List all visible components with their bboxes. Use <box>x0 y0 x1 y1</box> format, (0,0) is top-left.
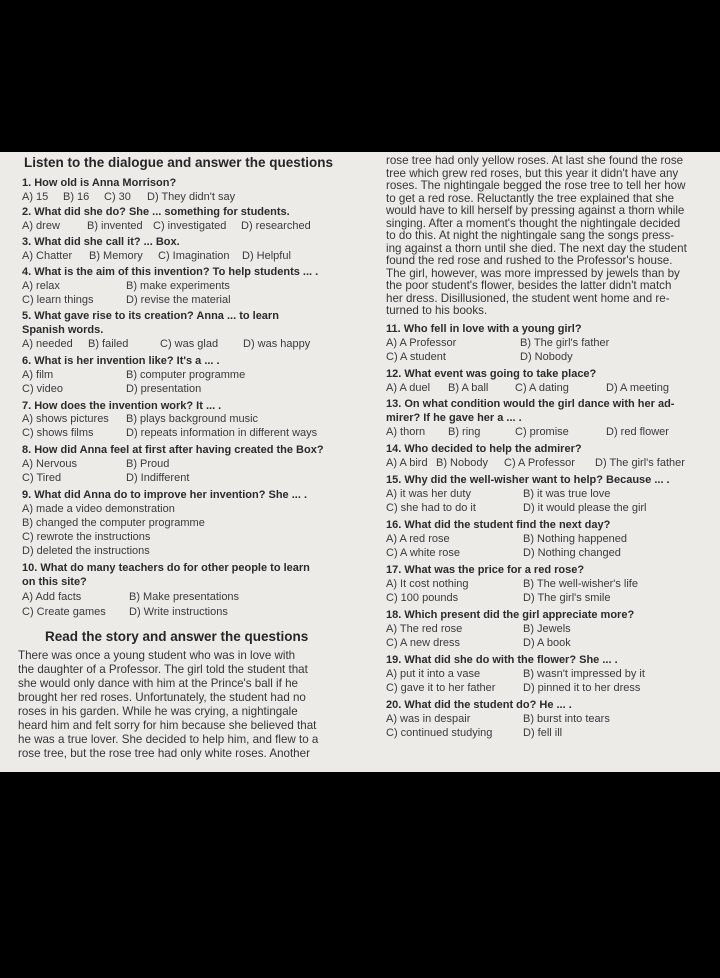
option: C) 100 pounds <box>386 592 459 604</box>
option: C) A student <box>386 351 446 363</box>
option: D) Indifferent <box>126 472 190 484</box>
question-2: 2. What did she do? She ... something for students. <box>22 206 290 218</box>
option: D) The girl's father <box>595 457 685 469</box>
question-10: 10. What do many teachers do for other people to learn <box>22 562 310 574</box>
option: B) computer programme <box>126 369 246 381</box>
story-line: There was once a young student who was in love with <box>18 649 296 662</box>
option: B) The girl's father <box>520 337 610 349</box>
option: D) fell ill <box>523 727 563 739</box>
option: D) Nothing changed <box>523 547 621 559</box>
story-line: the poor student's flower, besides the latter didn't match <box>386 279 672 292</box>
option: B) plays background music <box>126 413 259 425</box>
option: D) researched <box>241 220 311 232</box>
option: C) Create games <box>22 606 106 618</box>
option: A) made a video demonstration <box>22 503 175 515</box>
option: B) wasn't impressed by it <box>523 668 645 680</box>
story-line: singing. After a moment's thought the nightingale decided <box>386 216 681 230</box>
story-line: rose tree had only yellow roses. At last she found the rose <box>386 154 684 167</box>
option: A) needed <box>22 338 73 350</box>
question-8: 8. How did Anna feel at first after having created the Box? <box>22 444 324 456</box>
option: C) gave it to her father <box>386 682 496 694</box>
story-line: found the red rose and rushed to the Professor's house. <box>386 254 673 267</box>
option: D) They didn't say <box>147 191 236 203</box>
option: D) red flower <box>606 426 669 438</box>
question-14: 14. Who decided to help the admirer? <box>386 443 582 455</box>
option: B) The well-wisher's life <box>523 578 638 590</box>
question-6: 6. What is her invention like? It's a ... . <box>22 355 220 367</box>
story-line: ing against a thorn until she died. The next day the student <box>386 241 687 255</box>
test-sheet <box>0 152 720 772</box>
option: B) make experiments <box>126 280 230 292</box>
story-line: he was a true lover. She decided to help him, and flew to a <box>18 733 319 746</box>
option: A) Chatter <box>22 250 73 262</box>
question-13: 13. On what condition would the girl dance with her ad- <box>386 398 675 410</box>
story-line: turned to his books. <box>386 304 488 317</box>
story-line: heard him and felt sorry for him because she believed that <box>18 719 317 732</box>
option: C) continued studying <box>386 727 493 739</box>
option: A) Nervous <box>22 458 78 470</box>
option: B) 16 <box>63 191 90 203</box>
reading-heading: Read the story and answer the questions <box>45 629 309 644</box>
option: A) it was her duty <box>386 488 471 500</box>
option: D) presentation <box>126 383 202 395</box>
story-line: would have to kill herself by pressing against a thorn while <box>386 204 685 217</box>
option: A) A bird <box>386 457 428 469</box>
question-9: 9. What did Anna do to improve her invention? She ... . <box>22 489 307 501</box>
option: D) Helpful <box>242 250 291 262</box>
question-1: 1. How old is Anna Morrison? <box>22 177 177 189</box>
question-18: 18. Which present did the girl appreciate more? <box>386 609 635 621</box>
question-12: 12. What event was going to take place? <box>386 368 597 380</box>
option: B) Proud <box>126 458 170 470</box>
option: B) Nobody <box>436 457 488 469</box>
question-10-cont: on this site? <box>22 576 87 588</box>
option: A) A duel <box>386 382 431 394</box>
story-line: brought her red roses. Unfortunately, the student had no <box>18 691 306 704</box>
listening-heading: Listen to the dialogue and answer the questions <box>24 155 334 170</box>
option: C) promise <box>515 426 569 438</box>
option: D) The girl's smile <box>523 592 611 604</box>
option: A) drew <box>22 220 60 232</box>
option: C) she had to do it <box>386 502 476 514</box>
option: D) A meeting <box>606 382 669 394</box>
story-line: her dress. Disillusioned, the student went home and re- <box>386 291 670 305</box>
story-line: roses in his garden. While he was crying, a nightingale <box>18 705 298 718</box>
option: B) invented <box>87 220 143 232</box>
option: A) It cost nothing <box>386 578 469 590</box>
option: A) film <box>22 369 54 381</box>
option: D) deleted the instructions <box>22 545 150 557</box>
option: D) it would please the girl <box>523 502 647 514</box>
option: C) Imagination <box>158 250 230 262</box>
option: C) investigated <box>153 220 227 232</box>
story-line: the daughter of a Professor. The girl told the student that <box>18 663 308 676</box>
story-line: tree which grew red roses, but this year it didn't have any <box>386 166 679 180</box>
question-11: 11. Who fell in love with a young girl? <box>386 323 582 335</box>
option: B) Memory <box>89 250 143 262</box>
story-line: roses. The nightingale begged the rose tree to tell her how <box>386 179 686 192</box>
option: B) Jewels <box>523 623 571 635</box>
question-15: 15. Why did the well-wisher want to help? Because ... . <box>386 474 670 486</box>
option: D) was happy <box>243 338 311 350</box>
option: A) The red rose <box>386 623 463 635</box>
option: D) repeats information in different ways <box>126 427 318 439</box>
option: A) shows pictures <box>22 413 109 425</box>
option: B) it was true love <box>523 488 611 500</box>
option: A) was in despair <box>386 713 471 725</box>
option: A) relax <box>22 280 60 292</box>
option: B) burst into tears <box>523 713 610 725</box>
option: A) 15 <box>22 191 49 203</box>
option: A) put it into a vase <box>386 668 481 680</box>
story-line: to get a red rose. Reluctantly the tree explained that she <box>386 191 675 205</box>
question-4: 4. What is the aim of this invention? To help students ... . <box>22 266 319 278</box>
question-16: 16. What did the student find the next day? <box>386 519 611 531</box>
option: C) 30 <box>104 191 131 203</box>
option: B) Nothing happened <box>523 533 627 545</box>
option: B) failed <box>88 338 129 350</box>
option: B) Make presentations <box>129 591 240 603</box>
option: C) Tired <box>22 472 62 484</box>
question-19: 19. What did she do with the flower? She ... . <box>386 654 618 666</box>
question-17: 17. What was the price for a red rose? <box>386 564 585 576</box>
option: B) A ball <box>448 382 489 394</box>
option: A) Add facts <box>22 591 82 603</box>
question-20: 20. What did the student do? He ... . <box>386 699 572 711</box>
option: D) pinned it to her dress <box>523 682 641 694</box>
option: A) thorn <box>386 426 426 438</box>
option: D) Nobody <box>520 351 573 363</box>
option: C) A dating <box>515 382 569 394</box>
option: B) ring <box>448 426 481 438</box>
option: C) was glad <box>160 338 219 350</box>
story-line: to do this. At night the nightingale sang the songs press- <box>386 229 675 242</box>
question-13-cont: mirer? If he gave her a ... . <box>386 412 522 424</box>
question-5-cont: Spanish words. <box>22 324 104 336</box>
option: C) learn things <box>22 294 94 306</box>
option: D) Write instructions <box>129 606 228 618</box>
option: C) A white rose <box>386 547 460 559</box>
question-7: 7. How does the invention work? It ... . <box>22 400 222 412</box>
option: C) A Professor <box>504 457 575 469</box>
option: A) A Professor <box>386 337 457 349</box>
option: D) revise the material <box>126 294 231 306</box>
option: C) video <box>22 383 63 395</box>
option: B) changed the computer programme <box>22 517 205 529</box>
option: A) A red rose <box>386 533 450 545</box>
story-line: she would only dance with him at the Prince's ball if he <box>18 677 298 690</box>
story-line: The girl, however, was more impressed by jewels than by <box>386 266 680 280</box>
option: C) A new dress <box>386 637 460 649</box>
option: C) rewrote the instructions <box>22 531 151 543</box>
option: D) A book <box>523 637 571 649</box>
story-line: rose tree, but the rose tree had only white roses. Another <box>18 747 310 760</box>
question-3: 3. What did she call it? ... Box. <box>22 236 180 248</box>
question-5: 5. What gave rise to its creation? Anna ... to learn <box>22 310 279 322</box>
option: C) shows films <box>22 427 94 439</box>
